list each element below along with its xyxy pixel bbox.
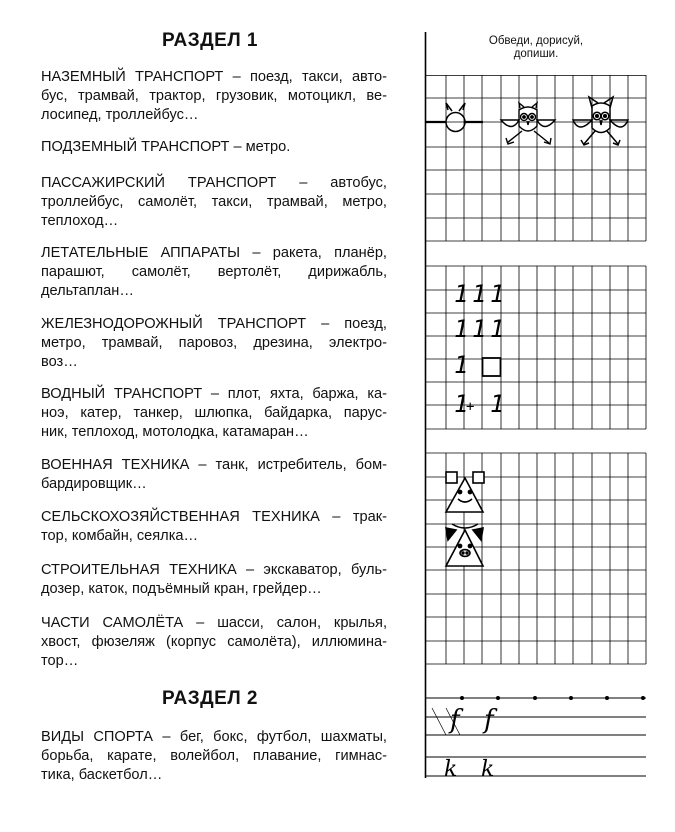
owl-drawing-full <box>573 97 628 145</box>
text-line: борьба, карате, волейбол, плавание, гимнас- <box>41 748 387 764</box>
text-line: ЧАСТИ САМОЛЁТА – шасси, салон, крылья, <box>41 615 387 631</box>
text-line: дозер, каток, подъёмный кран, грейдер… <box>41 581 322 597</box>
text-line: ПАССАЖИРСКИЙ ТРАНСПОРТ – автобус, <box>41 175 387 191</box>
digit-glyph: 1 <box>454 390 469 418</box>
digit-glyph: 1 <box>472 280 487 308</box>
pig-smile-arc <box>452 524 478 528</box>
text-line: ПОДЗЕМНЫЙ ТРАНСПОРТ – метро. <box>41 139 291 155</box>
text-line: ЖЕЛЕЗНОДОРОЖНЫЙ ТРАНСПОРТ – поезд, <box>41 316 387 332</box>
text-line: ЛЕТАТЕЛЬНЫЕ АППАРАТЫ – ракета, планёр, <box>41 245 387 261</box>
triangle-face-smiling <box>446 472 484 512</box>
text-line: СЕЛЬСКОХОЗЯЙСТВЕННАЯ ТЕХНИКА – трак- <box>41 509 387 525</box>
text-line: дельтаплан… <box>41 283 134 299</box>
text-line: троллейбус, самолёт, такси, трамвай, метро, <box>41 194 387 210</box>
text-line: метро, трамвай, паровоз, дрезина, электро- <box>41 335 387 351</box>
owl-outline-simple <box>426 103 483 132</box>
digit-glyph: 1 <box>454 280 469 308</box>
section-2-title: РАЗДЕЛ 2 <box>161 688 258 709</box>
text-line: лосипед, троллейбус… <box>41 107 199 123</box>
text-line: ВОЕННАЯ ТЕХНИКА – танк, истребитель, бом- <box>41 457 387 473</box>
text-line: тика, баскетбол… <box>41 767 163 783</box>
script-letter: f <box>484 705 494 735</box>
script-letter: k <box>444 757 458 782</box>
digit-glyph: 1 <box>490 280 505 308</box>
text-line: СТРОИТЕЛЬНАЯ ТЕХНИКА – экскаватор, буль- <box>41 562 387 578</box>
digit-glyph: 1 <box>490 315 505 343</box>
digit-glyph: 1 <box>490 390 505 418</box>
text-line: парашют, самолёт, вертолёт, дирижабль, <box>41 264 387 280</box>
instruction-line: допиши. <box>513 48 559 60</box>
text-line: ник, теплоход, мотолодка, катамаран… <box>41 424 309 440</box>
text-line: бардировщик… <box>41 476 147 492</box>
text-line: ноэ, катер, танкер, шлюпка, байдарка, парус- <box>41 405 387 421</box>
text-line: НАЗЕМНЫЙ ТРАНСПОРТ – поезд, такси, авто- <box>41 69 387 85</box>
text-line: ВОДНЫЙ ТРАНСПОРТ – плот, яхта, баржа, ка- <box>41 386 387 402</box>
plus-sign: + <box>466 399 475 415</box>
text-line: ВИДЫ СПОРТА – бег, бокс, футбол, шахматы, <box>41 729 387 745</box>
script-letter: k <box>481 757 495 782</box>
script-letter: f <box>450 705 460 735</box>
text-line: бус, трамвай, трактор, грузовик, мотоцикл, ве- <box>41 88 387 104</box>
text-line: хвост, фюзеляж (корпус самолёта), иллюмина- <box>41 634 387 650</box>
owl-drawing-partial <box>501 103 555 144</box>
text-line: воз… <box>41 354 78 370</box>
digit-glyph: 1 <box>472 315 487 343</box>
grid-block-drawing <box>426 75 646 241</box>
digit-glyph: 1 <box>454 315 469 343</box>
digit-glyph: 1 <box>454 351 469 379</box>
empty-box-outline <box>483 358 501 376</box>
text-line: теплоход… <box>41 213 119 229</box>
text-line: тор… <box>41 653 79 669</box>
text-line: тор, комбайн, сеялка… <box>41 528 199 544</box>
instruction-line: Обведи, дорисуй, <box>488 35 584 47</box>
section-1-title: РАЗДЕЛ 1 <box>161 30 258 51</box>
digit-practice <box>454 280 504 418</box>
